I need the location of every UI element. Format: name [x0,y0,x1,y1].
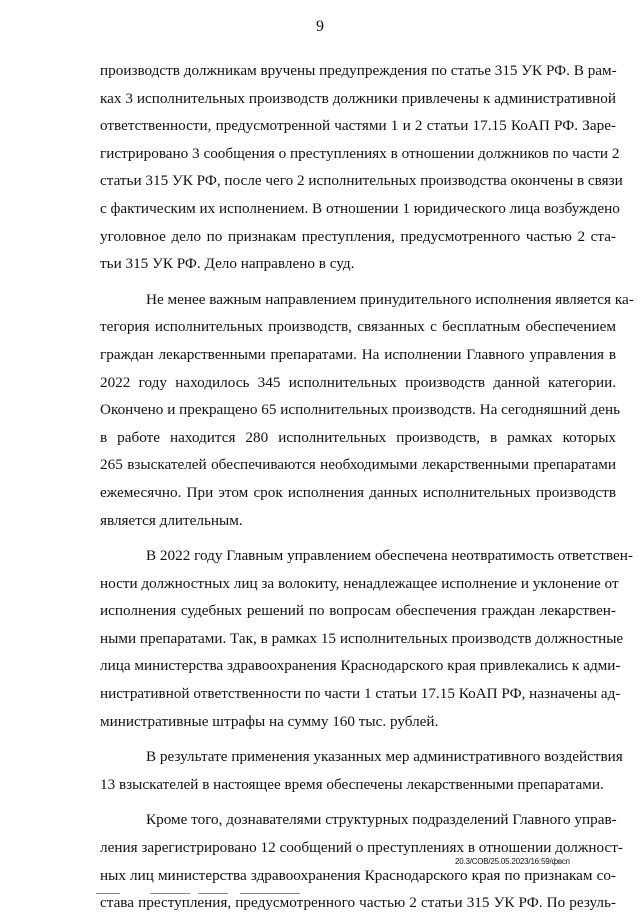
paragraph-gap [100,278,616,286]
text-line: нистративной ответственности по части 1 статьи 17.15 КоАП РФ, назначены ад- [100,685,621,703]
paragraph [100,286,634,534]
text-line: ных лиц министерства здравоохранения Краснодарского края по признакам со- [100,866,616,884]
text-line: министративные штрафы на сумму 160 тыс. рублей. [100,712,439,730]
text-line: В 2022 году Главным управлением обеспечена неотвратимость ответствен- [146,547,633,565]
paragraph-gap [100,798,616,806]
text-line: является длительным. [100,511,243,529]
text-line: исполнения судебных решений по вопросам обеспечения граждан лекарствен- [100,602,616,620]
text-line: с фактическим их исполнением. В отношении 1 юридического лица возбуждено [100,199,620,217]
paragraph-gap [100,735,616,743]
text-line: Кроме того, дознавателями структурных подразделений Главного управ- [146,811,617,829]
text-line: 13 взыскателей в настоящее время обеспечены лекарственными препаратами. [100,775,604,793]
text-line: тьи 315 УК РФ. Дело направлено в суд. [100,255,355,273]
paragraph [100,542,633,735]
text-line: граждан лекарственными препаратами. На исполнении Главного управления в [100,345,616,363]
text-line: 265 взыскателей обеспечиваются необходимыми лекарственными препаратами [100,456,616,474]
text-line: Окончено и прекращено 65 исполнительных производств. На сегодняшний день [100,401,621,419]
document-body [100,57,634,917]
text-line: лица министерства здравоохранения Краснодарского края привлекались к адми- [100,657,621,675]
text-line: 2022 году находилось 345 исполнительных производств данной категории. [100,373,616,391]
text-line: ности должностных лиц за волокиту, ненадлежащее исполнение и уклонение от [100,574,619,592]
text-line: Не менее важным направлением принудительного исполнения является ка- [146,290,634,308]
scan-edge-marks [0,893,640,896]
footer-document-code: 20.3/СОВ/25.05.2023/16:59/фвсп [455,857,570,866]
paragraph-gap [100,534,616,542]
page-number: 9 [316,18,324,35]
text-line: в работе находится 280 исполнительных производств, в рамках которых [100,428,616,446]
text-line: ответственности, предусмотренной частями 1 и 2 статьи 17.15 КоАП РФ. Заре- [100,117,616,135]
text-line: гистрировано 3 сообщения о преступлениях в отношении должников по части 2 [100,144,620,162]
text-line: ными препаратами. Так, в рамках 15 исполнительных производств должностные [100,629,624,647]
text-line: ления зарегистрировано 12 сообщений о преступлениях в отношении должност- [100,839,623,857]
text-line: тегория исполнительных производств, связанных с бесплатным обеспечением [100,318,616,336]
text-line: В результате применения указанных мер административного воздействия [146,748,623,766]
text-line: производств должникам вручены предупреждения по статье 315 УК РФ. В рам- [100,62,617,79]
text-line: ежемесячно. При этом срок исполнения данных исполнительных производств [100,483,616,501]
text-line: статьи 315 УК РФ, после чего 2 исполнительных производства окончены в связи [100,172,623,190]
paragraph [100,57,623,278]
text-line: става преступления, предусмотренного частью 2 статьи 315 УК РФ. По резуль- [100,894,616,912]
text-line: уголовное дело по признакам преступления, предусмотренного частью 2 ста- [100,227,616,245]
paragraph [100,743,623,798]
text-line: ках 3 исполнительных производств должники привлечены к административной [100,89,616,107]
